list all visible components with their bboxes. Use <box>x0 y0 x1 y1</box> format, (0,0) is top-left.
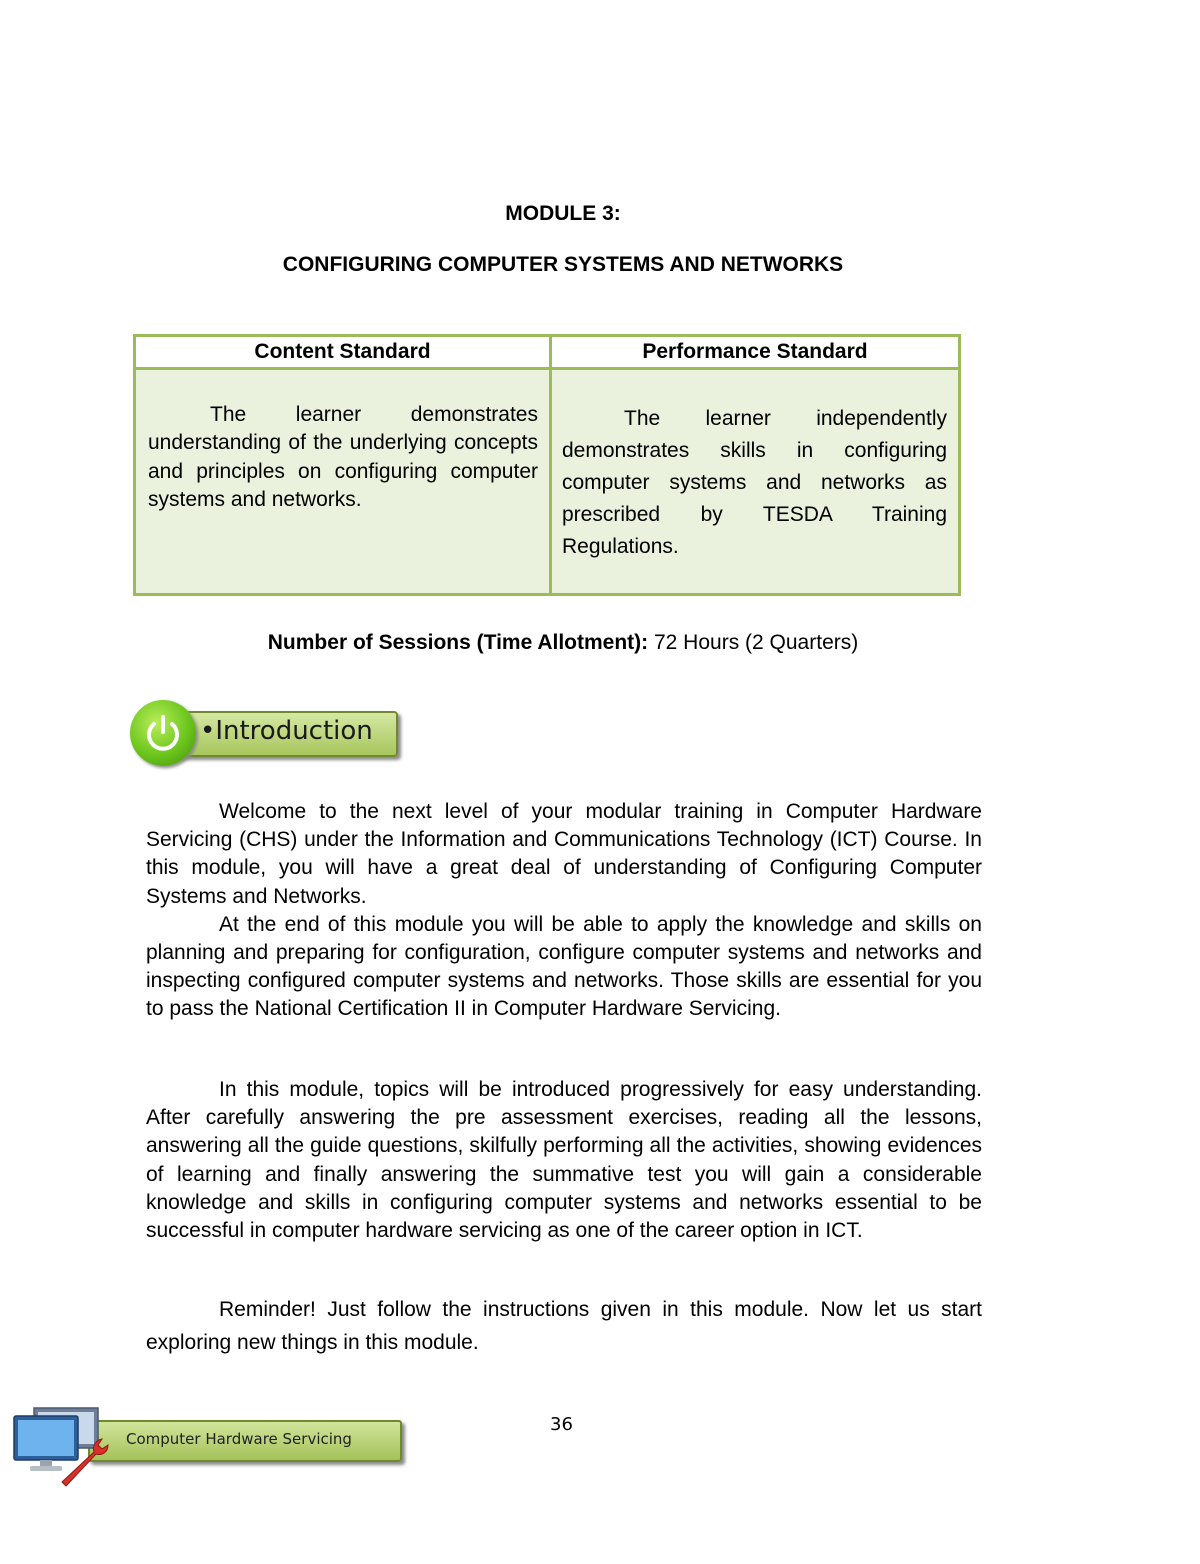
performance-standard-text: The learner independently demonstrates skills in configuring computer systems and networks as prescribed by TESDA Training Regulations. <box>562 407 947 558</box>
body-paragraph-block <box>146 1076 982 1245</box>
standards-table <box>133 334 961 596</box>
reminder-paragraph: Reminder! Just follow the instructions given in this module. Now let us start exploring new things in this module. <box>146 1298 982 1354</box>
module-subtitle: CONFIGURING COMPUTER SYSTEMS AND NETWORKS <box>282 253 844 276</box>
module-title: MODULE 3: <box>505 202 621 225</box>
sessions-value: 72 Hours (2 Quarters) <box>648 631 859 654</box>
power-icon <box>130 700 196 766</box>
introduction-badge <box>130 700 400 768</box>
sessions-line <box>0 631 1126 655</box>
content-standard-text: The learner demonstrates understanding of the underlying concepts and principles on configuring computer systems and networks. <box>148 403 538 511</box>
footer-label: Computer Hardware Servicing <box>126 1430 352 1448</box>
table-divider <box>549 337 552 593</box>
reminder-block <box>146 1293 982 1359</box>
intro-paragraph-2: At the end of this module you will be able to apply the knowledge and skills on planning and preparing for configuration, configure computer systems and networks and inspecting configured computer systems and networks. Those skills are essential for you to pass the National Certification II in Computer Hardware Servicing. <box>146 912 982 1021</box>
intro-paragraph-1: Welcome to the next level of your modular training in Computer Hardware Servicing (CHS) under the Information and Communications Technology (ICT) Course. In this module, you will have a great deal of understanding of Configuring Computer Systems and Networks. <box>146 800 982 908</box>
computer-wrench-icon <box>10 1406 120 1490</box>
introduction-label: •Introduction <box>200 716 373 746</box>
footer-banner <box>10 1406 402 1490</box>
body-paragraphs <box>146 798 982 1024</box>
page-number: 36 <box>550 1414 573 1435</box>
performance-standard-header: Performance Standard <box>552 337 958 370</box>
content-standard-header: Content Standard <box>136 337 549 370</box>
intro-paragraph-3: In this module, topics will be introduced progressively for easy understanding. After carefully answering the pre assessment exercises, reading all the lessons, answering all the guide questions, skilfully performing all the activities, showing evidences of learning and finally answering the summative test you will gain a considerable knowledge and skills in configuring computer systems and networks essential to be successful in computer hardware servicing as one of the career option in ICT. <box>146 1078 982 1243</box>
sessions-label: Number of Sessions (Time Allotment): <box>267 631 649 654</box>
